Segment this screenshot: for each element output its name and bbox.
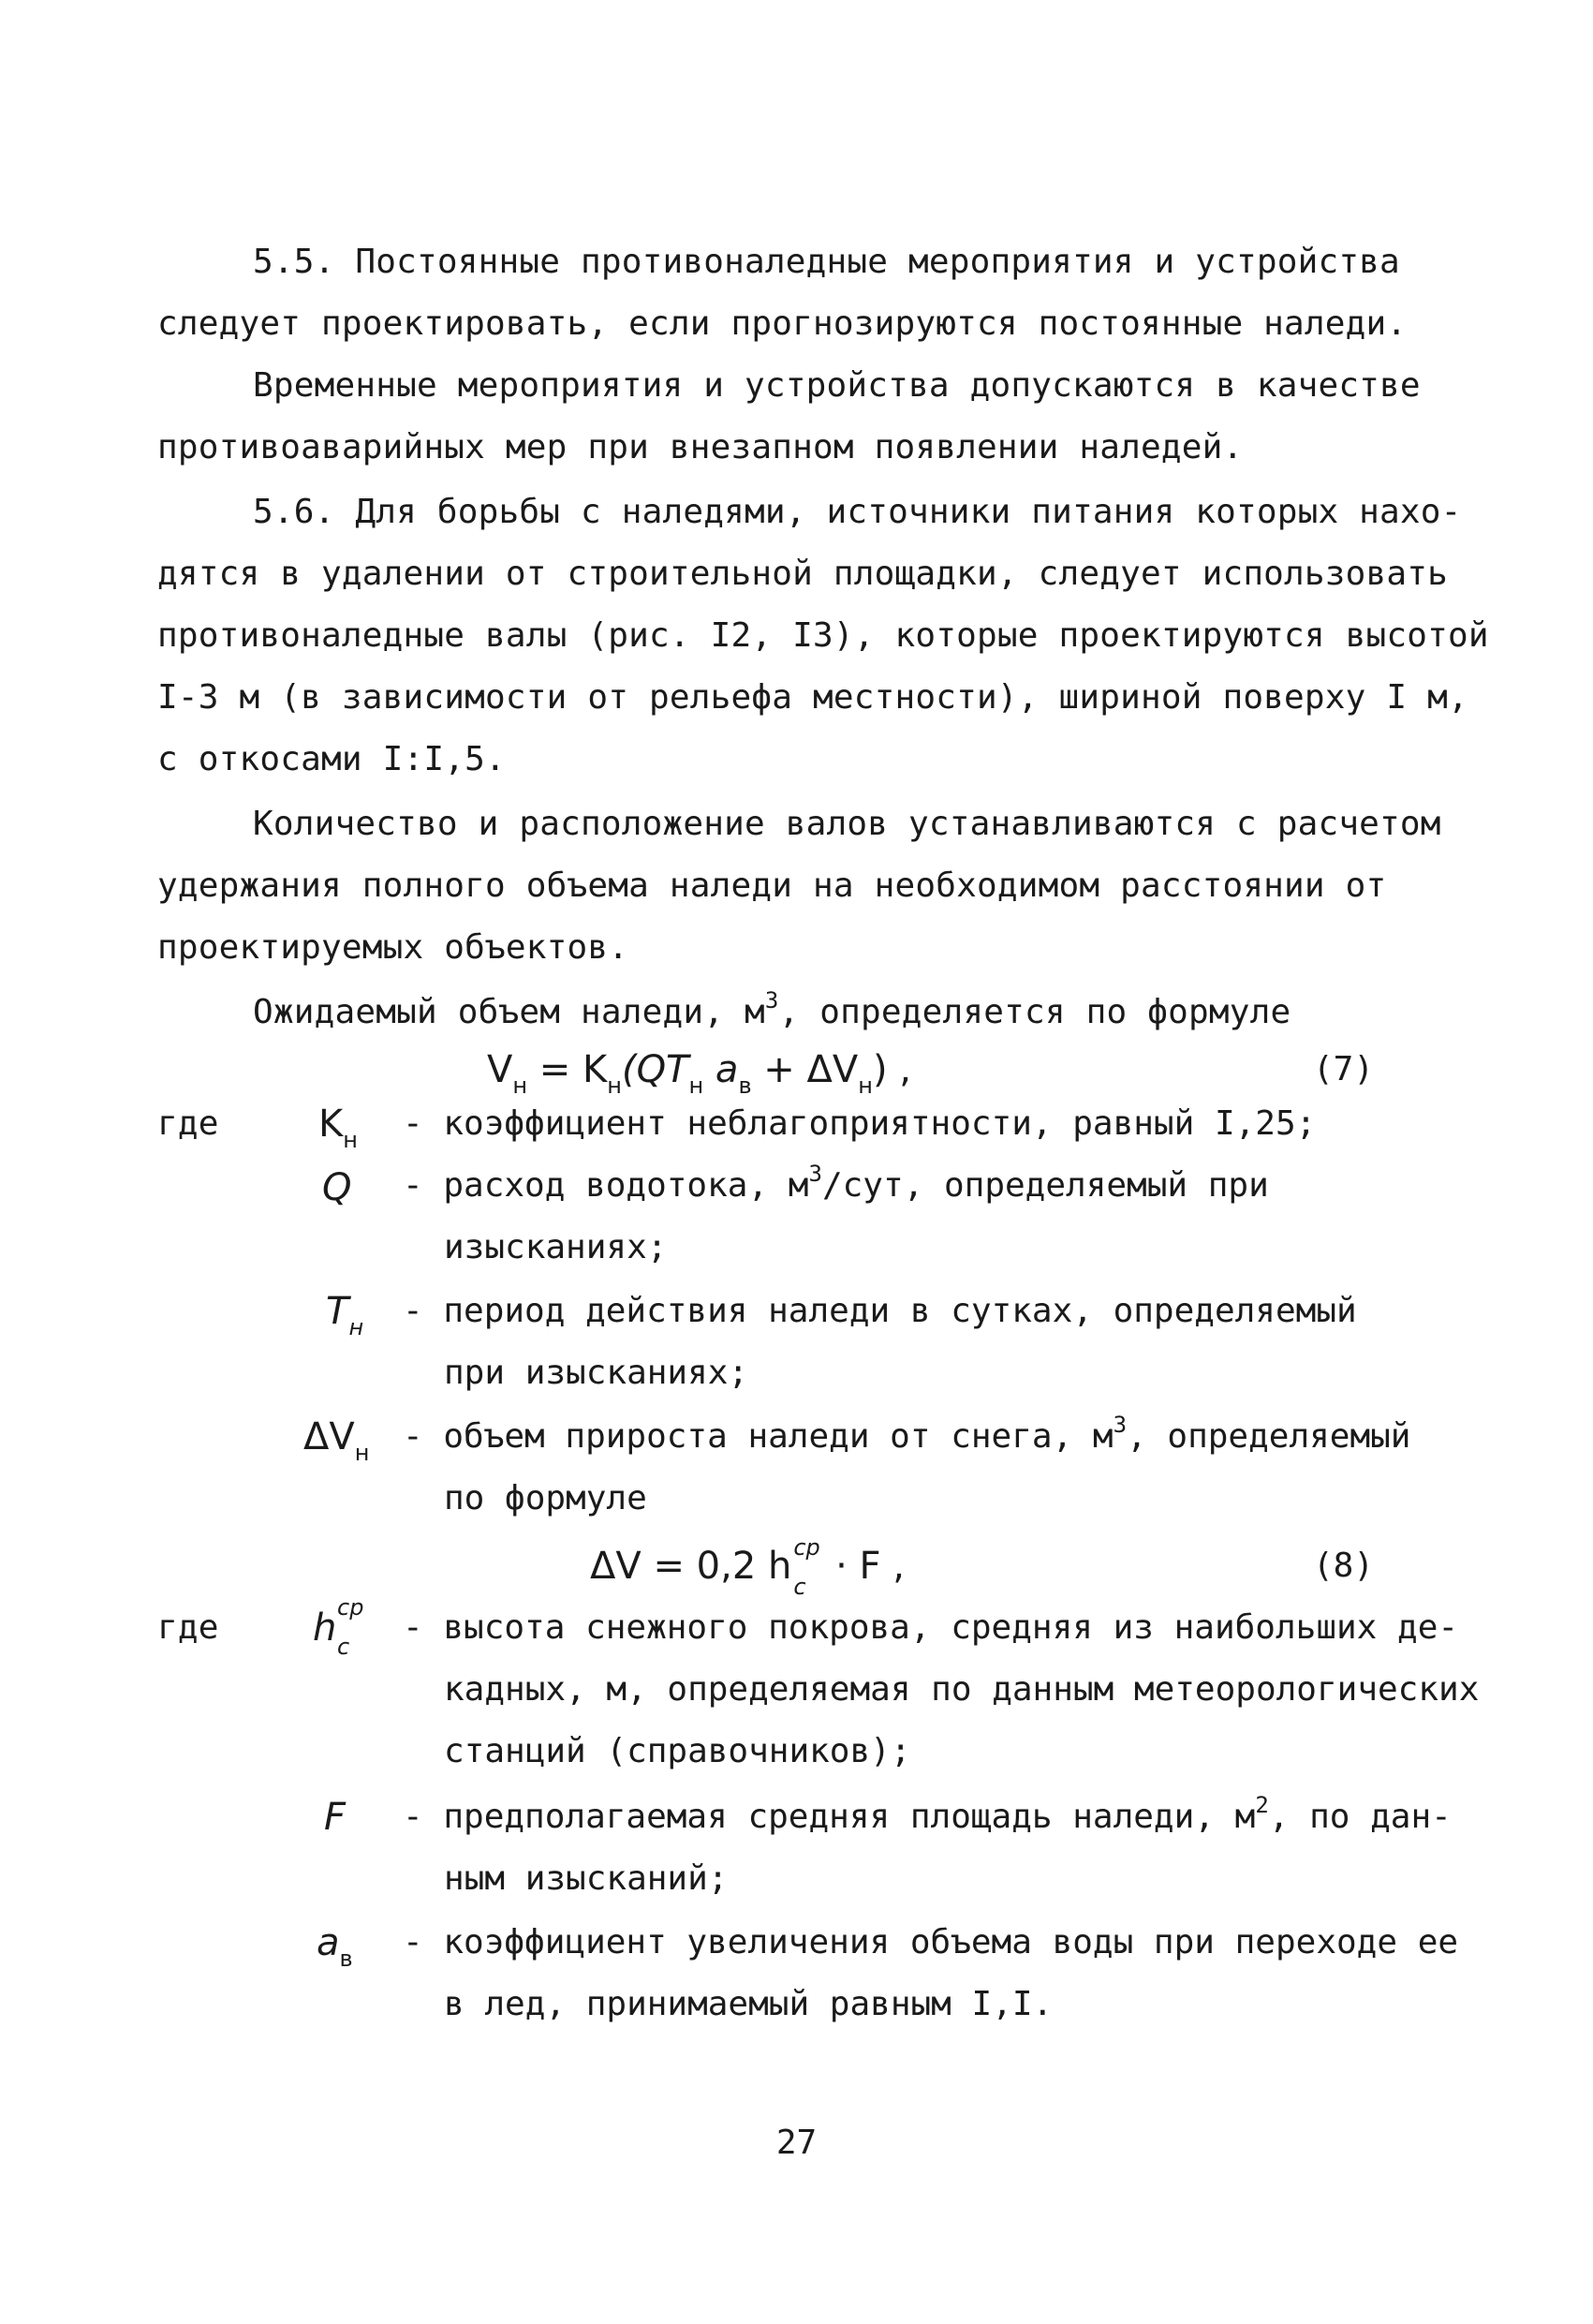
paragraph-5-6-line-4: I-3 м (в зависимости от рельефа местности), шириной поверху I м, <box>157 678 1468 717</box>
definition-q-prefix: - расход водотока, м <box>403 1166 809 1205</box>
definition-f-prefix: - предполагаемая средняя площадь наледи, м <box>403 1798 1256 1836</box>
formula-7-part: ) , <box>872 1048 912 1091</box>
definition-delta-v-line-1 <box>403 1412 1411 1460</box>
symbol-text: h <box>313 1606 337 1650</box>
symbol-a-v <box>317 1920 353 1970</box>
symbol-t-n <box>326 1289 363 1339</box>
definition-f-line-1 <box>403 1792 1452 1841</box>
definition-f-suffix: , по дан- <box>1268 1798 1452 1836</box>
where-label-2: где <box>157 1608 219 1647</box>
symbol-text: T <box>326 1290 349 1333</box>
formula-7-sub: н <box>607 1073 622 1099</box>
paragraph-expected-volume <box>253 987 1291 1036</box>
expected-superscript: 3 <box>764 987 779 1014</box>
formula-7 <box>487 1047 911 1097</box>
definition-q-superscript: 3 <box>808 1161 822 1187</box>
definition-delta-v-suffix: , определяемый <box>1127 1417 1411 1456</box>
formula-8-part: ΔV = 0,2 h <box>590 1545 792 1588</box>
page-number: 27 <box>775 2124 818 2162</box>
formula-7-sub: н <box>858 1073 873 1099</box>
paragraph-5-5-line-1: 5.5. Постоянные противоналедные мероприятия и устройства <box>253 243 1400 281</box>
definition-f-line-2: ным изысканий; <box>444 1859 729 1898</box>
paragraph-quantity-line-1: Количество и расположение валов устанавливаются с расчетом <box>253 805 1441 843</box>
symbol-q: Q <box>322 1166 352 1209</box>
symbol-sub: н <box>354 1440 370 1466</box>
definition-h-line-3: станций (справочников); <box>444 1732 911 1770</box>
formula-8-number: (8) <box>1313 1547 1375 1585</box>
definition-t-n-line-1: - период действия наледи в сутках, определяемый <box>403 1292 1357 1330</box>
paragraph-temporary-line-1: Временные мероприятия и устройства допускаются в качестве <box>253 366 1421 405</box>
definition-h-line-1: - высота снежного покрова, средняя из наибольших де- <box>403 1608 1459 1647</box>
paragraph-quantity-line-3: проектируемых объектов. <box>157 928 629 967</box>
definition-k-n-line-1: - коэффициент неблагоприятности, равный I,25; <box>403 1104 1317 1143</box>
definition-f-superscript: 2 <box>1255 1792 1269 1818</box>
formula-7-part: = K <box>527 1048 608 1091</box>
expected-prefix: Ожидаемый объем наледи, м <box>253 993 765 1031</box>
formula-7-sub: н <box>512 1073 528 1099</box>
formula-8-part: · F , <box>823 1545 905 1588</box>
symbol-k-n <box>318 1102 358 1151</box>
symbol-sup: ср <box>337 1594 364 1621</box>
formula-8-sub: с <box>793 1574 806 1600</box>
symbol-text: K <box>318 1103 344 1146</box>
formula-7-part: V <box>487 1048 513 1091</box>
symbol-delta-v-n <box>303 1414 369 1464</box>
symbol-text: ΔV <box>303 1415 355 1458</box>
definition-a-line-2: в лед, принимаемый равным I,I. <box>444 1985 1054 2023</box>
paragraph-5-5-line-2: следует проектировать, если прогнозируются постоянные наледи. <box>157 304 1408 343</box>
formula-7-number: (7) <box>1313 1050 1375 1088</box>
symbol-text: a <box>317 1921 340 1964</box>
symbol-f: F <box>324 1796 347 1839</box>
formula-8-sup: ср <box>793 1534 820 1561</box>
definition-delta-v-prefix: - объем прироста наледи от снега, м <box>403 1417 1114 1456</box>
definition-h-line-2: кадных, м, определяемая по данным метеорологических <box>444 1670 1480 1709</box>
formula-7-part: a <box>703 1048 739 1091</box>
paragraph-5-6-line-2: дятся в удалении от строительной площадки, следует использовать <box>157 555 1449 593</box>
paragraph-5-6-line-3: противоналедные валы (рис. I2, I3), которые проектируются высотой <box>157 616 1489 655</box>
symbol-h-c-cp <box>313 1594 369 1660</box>
formula-8 <box>590 1534 905 1600</box>
definition-q-line-1 <box>403 1161 1269 1209</box>
paragraph-5-6-line-1: 5.6. Для борьбы с наледями, источники питания которых нахо- <box>253 493 1462 531</box>
paragraph-5-6-line-5: с откосами I:I,5. <box>157 740 506 778</box>
formula-8-scripts <box>791 1534 823 1600</box>
definition-a-line-1: - коэффициент увеличения объема воды при переходе ее <box>403 1923 1459 1961</box>
formula-7-sub: н <box>688 1073 704 1099</box>
paragraph-quantity-line-2: удержания полного объема наледи на необходимом расстоянии от <box>157 866 1387 905</box>
symbol-sub: н <box>343 1127 358 1153</box>
formula-7-sub: в <box>738 1073 752 1099</box>
definition-delta-v-line-2: по формуле <box>444 1479 647 1517</box>
definition-q-suffix: /сут, определяемый при <box>821 1166 1269 1205</box>
formula-7-part: (QT <box>621 1048 689 1091</box>
formula-7-part: + ΔV <box>751 1048 859 1091</box>
definition-delta-v-superscript: 3 <box>1113 1412 1128 1438</box>
definition-t-n-line-2: при изысканиях; <box>444 1354 749 1392</box>
symbol-sub: н <box>348 1314 364 1340</box>
where-label-1: где <box>157 1104 219 1143</box>
paragraph-temporary-line-2: противоаварийных мер при внезапном появлении наледей. <box>157 428 1244 466</box>
symbol-sub: с <box>337 1634 350 1660</box>
expected-suffix: , определяется по формуле <box>778 993 1291 1031</box>
symbol-sub: в <box>339 1946 353 1972</box>
definition-q-line-2: изысканиях; <box>444 1228 668 1266</box>
